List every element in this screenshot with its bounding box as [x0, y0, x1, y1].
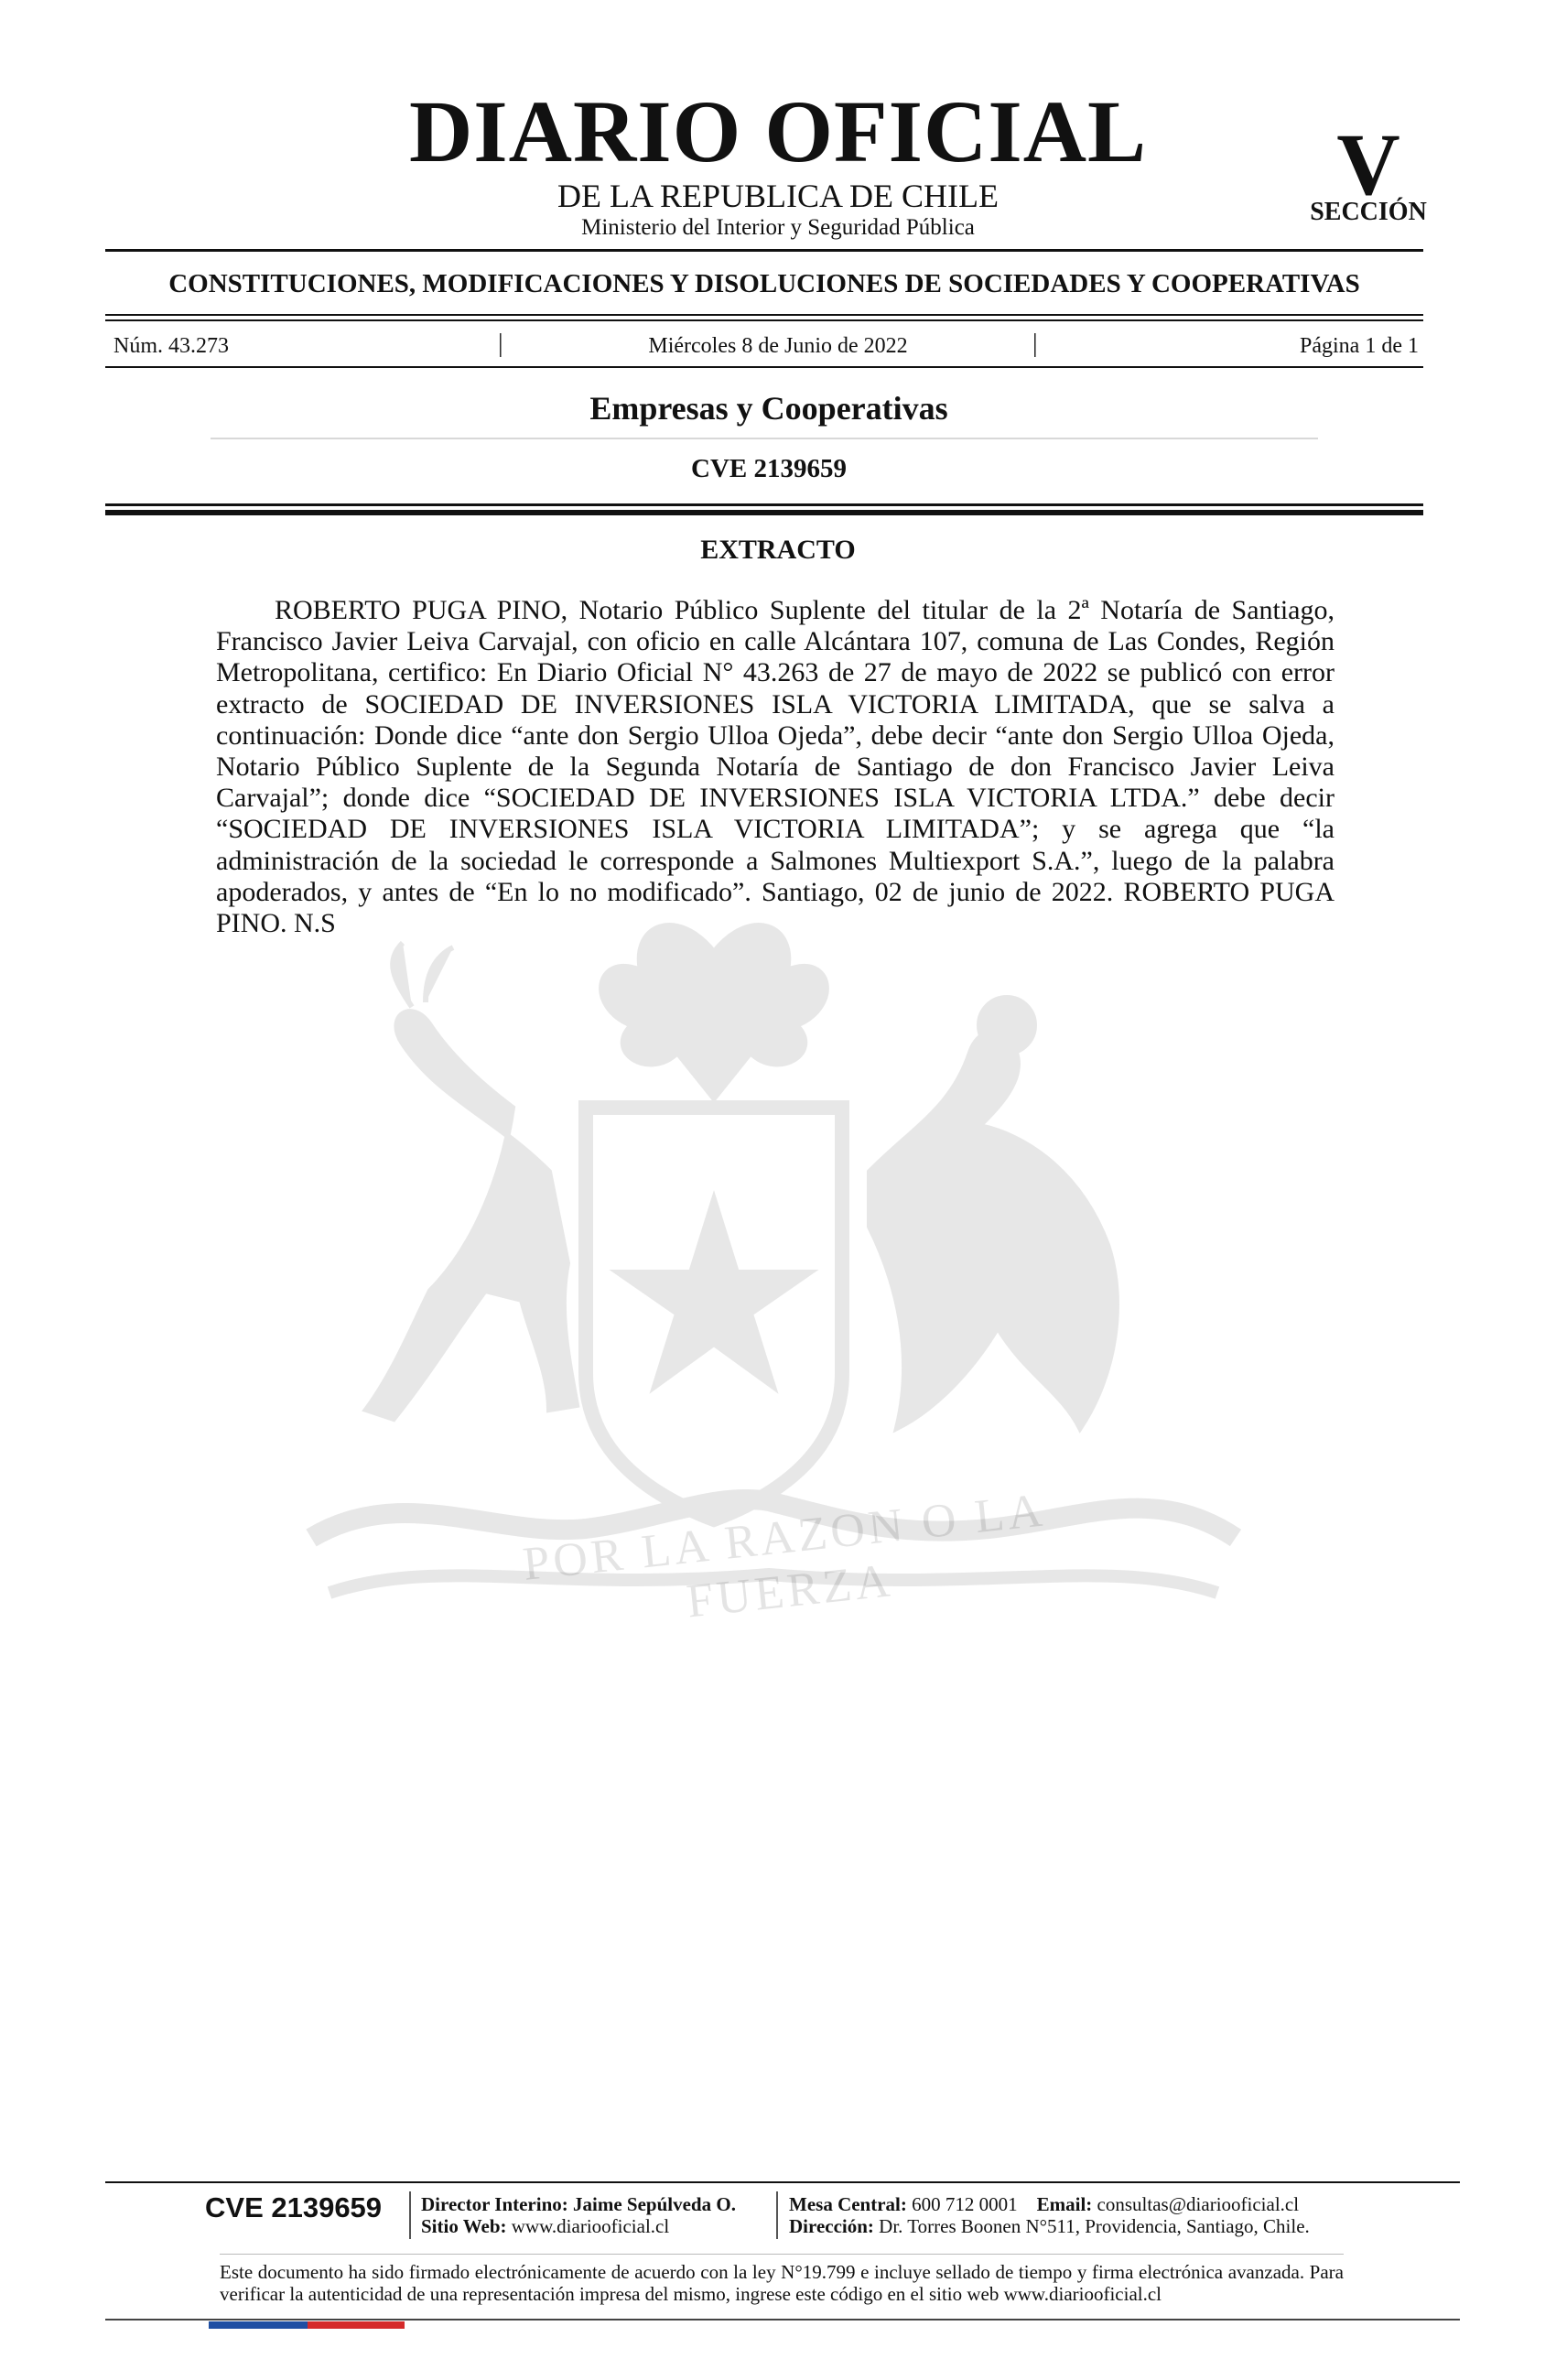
category-rule — [105, 319, 1423, 321]
flag-stripe-blue — [209, 2321, 308, 2329]
issue-separator: | — [1032, 330, 1038, 358]
ministry-line: Ministerio del Interior y Seguridad Pública — [581, 215, 975, 240]
header-rule — [105, 249, 1423, 252]
extract-body: ROBERTO PUGA PINO, Notario Público Suplente del titular de la 2ª Notaría de Santiago, Francisco Javier Leiva Carvajal, con oficio en calle Alcántara 107, comuna de Las Condes, Región Metropolitana, certifico: En Diario Oficial N° 43.263 de 27 de mayo de 2022 se publicó con error extracto de SOCIEDAD DE INVERSIONES ISLA VICTORIA LIMITADA, que se salva a continuación: Donde dice “ante don Sergio Ulloa Ojeda”, debe decir “ante don Sergio Ulloa Ojeda, Notario Público Suplente de la Segunda Notaría de Santiago de don Francisco Javier Leiva Carvajal”; donde dice “SOCIEDAD DE INVERSIONES ISLA VICTORIA LTDA.” debe decir “SOCIEDAD DE INVERSIONES ISLA VICTORIA LIMITADA”; y se agrega que “la administración de la sociedad le corresponde a Salmones Multiexport S.A.”, luego de la palabra apoderados, y antes de “En lo no modificado”. Santiago, 02 de junio de 2022. ROBERTO PUGA PINO. N.S — [216, 595, 1334, 939]
issue-number: Núm. 43.273 — [113, 334, 229, 358]
email-label: Email: — [1036, 2193, 1093, 2215]
watermark-motto: POR LA RAZON O LA FUERZA — [520, 1484, 1049, 1628]
category-rule — [105, 314, 1423, 316]
footer-rule — [105, 2181, 1460, 2183]
footer-contact-block — [789, 2193, 1310, 2237]
address-label: Dirección: — [789, 2215, 874, 2237]
website-link[interactable]: www.diariooficial.cl — [511, 2215, 670, 2237]
phone-label: Mesa Central: — [789, 2193, 907, 2215]
section-label: SECCIÓN — [1310, 198, 1427, 226]
flag-stripe-red — [308, 2321, 405, 2329]
cve-code: CVE 2139659 — [691, 454, 847, 483]
issue-date: Miércoles 8 de Junio de 2022 — [648, 334, 908, 358]
masthead-subtitle: DE LA REPUBLICA DE CHILE — [557, 178, 999, 214]
email-link[interactable]: consultas@diariooficial.cl — [1097, 2193, 1300, 2215]
category-title: CONSTITUCIONES, MODIFICACIONES Y DISOLUCIONES DE SOCIEDADES Y COOPERATIVAS — [168, 269, 1360, 298]
website-label: Sitio Web: — [421, 2215, 507, 2237]
director-name: Jaime Sepúlveda O. — [573, 2193, 736, 2215]
document-section: Empresas y Cooperativas — [589, 390, 948, 427]
double-rule — [105, 503, 1423, 506]
address-text: Dr. Torres Boonen N°511, Providencia, Santiago, Chile. — [879, 2215, 1310, 2237]
footer-divider — [409, 2191, 411, 2239]
section-letter: V — [1336, 115, 1400, 213]
footer-contact-block — [421, 2193, 736, 2237]
page-indicator: Página 1 de 1 — [1300, 334, 1419, 358]
extract-title: EXTRACTO — [700, 535, 856, 565]
footer-divider — [776, 2191, 778, 2239]
double-rule — [105, 510, 1423, 515]
masthead-title: DIARIO OFICIAL — [408, 82, 1148, 180]
footer-cve-code: CVE 2139659 — [205, 2191, 383, 2223]
section-rule — [211, 438, 1318, 439]
signature-notice: Este documento ha sido firmado electrónicamente de acuerdo con la ley N°19.799 e incluye sellado de tiempo y firma electrónica avanzada. Para verificar la autenticidad de una representación impresa del mismo, ingrese este código en el sitio web www.diariooficial.cl — [220, 2261, 1344, 2305]
footer-rule — [105, 2319, 1460, 2320]
issue-rule — [105, 366, 1423, 368]
director-label: Director Interino: — [421, 2193, 568, 2215]
phone-number: 600 712 0001 — [912, 2193, 1018, 2215]
issue-separator: | — [498, 330, 503, 358]
footer-rule — [220, 2254, 1344, 2255]
